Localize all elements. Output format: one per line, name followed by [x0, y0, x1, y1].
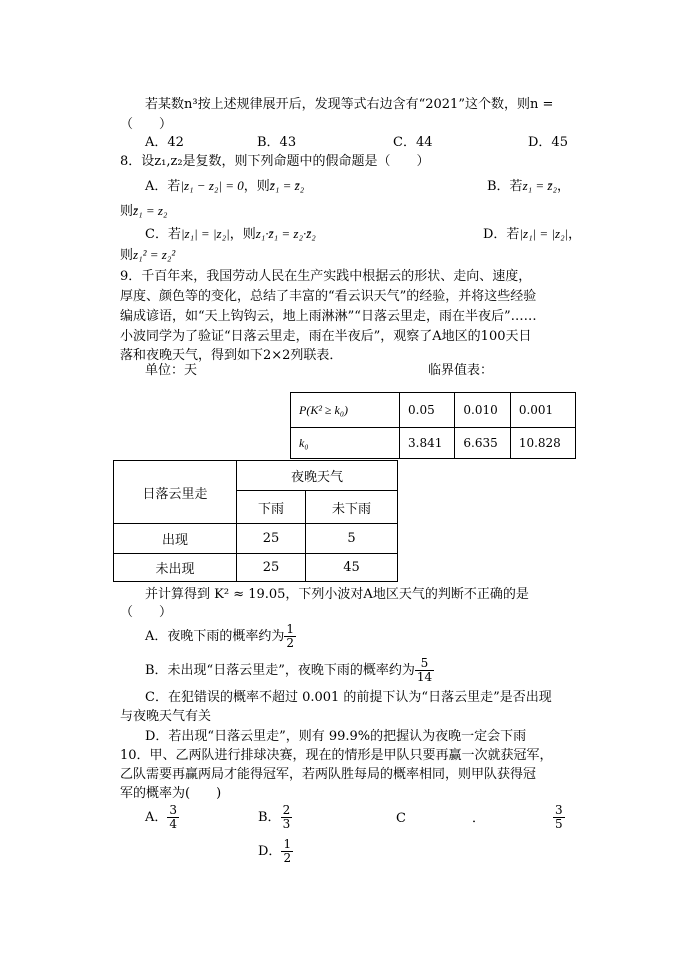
- contingency-cell: 25: [237, 524, 306, 554]
- q10-line-3: 军的概率为( ): [120, 786, 222, 801]
- q10-a-label: A．: [145, 810, 168, 825]
- q8-d-result: z₁² = z₂²: [133, 247, 176, 262]
- q9-option-c-1: C．在犯错误的概率不超过 0.001 的前提下认为“日落云里走”是否出现: [145, 690, 552, 705]
- q10-option-a: [145, 803, 179, 833]
- q9-unit: 单位：天: [145, 363, 198, 378]
- fraction-numerator: 1: [283, 837, 292, 851]
- contingency-col-header: 下雨: [237, 491, 306, 524]
- critical-value-table: [290, 392, 576, 459]
- q8-c-label: C．若: [145, 227, 181, 242]
- q7-option-c: C．44: [393, 135, 433, 150]
- q10-line-2: 乙队需要再赢两局才能得冠军，若两队胜每局的概率相同，则甲队获得冠: [120, 767, 537, 782]
- q9-line-5: 落和夜晚天气，得到如下2×2列联表．: [120, 348, 343, 363]
- critical-cell: 0.010: [455, 393, 510, 428]
- fraction-numerator: 5: [415, 657, 434, 671]
- q7-option-d: D．45: [528, 135, 568, 150]
- critical-cell: 6.635: [455, 428, 510, 459]
- fraction-denominator: 14: [416, 670, 433, 684]
- fraction-denominator: 3: [282, 817, 291, 831]
- critical-cell: 3.841: [400, 428, 455, 459]
- q10-d-fraction: [281, 838, 293, 865]
- q10-b-fraction: [281, 804, 293, 831]
- fraction-denominator: 2: [286, 636, 295, 650]
- fraction-numerator: 3: [555, 803, 563, 817]
- contingency-group-header: 夜晚天气: [237, 461, 398, 491]
- q9-option-a: [145, 622, 296, 652]
- q10-b-label: B．: [258, 810, 281, 825]
- fraction-denominator: 2: [283, 851, 292, 865]
- q9-critical-label: 临界值表：: [428, 363, 494, 378]
- contingency-corner: 日落云里走: [114, 461, 237, 524]
- q9-after-line: 并计算得到 K² ≈ 19.05，下列小波对A地区天气的判断不正确的是: [145, 587, 529, 602]
- q10-d-label: D．: [258, 844, 282, 859]
- contingency-row-label: 出现: [114, 524, 237, 554]
- fraction-denominator: 4: [169, 817, 178, 831]
- contingency-cell: 5: [306, 524, 398, 554]
- contingency-cell: 45: [306, 554, 398, 582]
- fraction-denominator: 5: [555, 817, 563, 831]
- q10-option-c-fraction-wrap: [553, 803, 565, 833]
- q10-option-b: [258, 803, 292, 833]
- q7-paren: （ ）: [120, 117, 173, 132]
- q9-option-d: D．若出现“日落云里走”，则有 99.9%的把握认为夜晚一定会下雨: [145, 729, 527, 744]
- q10-line-1: 10．甲、乙两队进行排球决赛，现在的情形是甲队只要再赢一次就获冠军，: [120, 748, 553, 763]
- q8-d-cont: 则: [120, 248, 134, 263]
- contingency-row-label: 未出现: [114, 554, 237, 582]
- critical-cell: 0.05: [400, 393, 455, 428]
- q9-line-1: 9．千百年来，我国劳动人民在生产实践中根据云的形状、走向、速度，: [120, 269, 532, 284]
- fraction-numerator: 3: [169, 803, 178, 817]
- q8-option-c: [145, 225, 316, 243]
- q9-after-paren: （ ）: [120, 605, 173, 620]
- fraction-numerator: 2: [282, 803, 291, 817]
- q8-a-then: ，则: [243, 179, 270, 194]
- q8-d-label: D．若: [483, 227, 520, 242]
- q9-line-2: 厚度、颜色等的变化，总结了丰富的“看云识天气”的经验，并将这些经验: [120, 289, 537, 304]
- q8-c-cond: |z₁| = |z₂|: [180, 226, 230, 241]
- q10-option-d: [258, 837, 293, 867]
- critical-row1-head: P(K² ≥ k₀): [291, 393, 400, 428]
- critical-cell: 0.001: [510, 393, 575, 428]
- q8-b-cond: z₁ = z̄₂: [522, 178, 557, 193]
- q10-c-fraction: [553, 804, 565, 831]
- q8-c-then: ，则: [229, 227, 256, 242]
- q7-tail-text: 若某数n³按上述规律展开后，发现等式右边含有“2021”这个数，则n =: [145, 97, 554, 112]
- q8-option-d-cont: [120, 246, 175, 264]
- q8-a-cond: |z₁ − z₂| = 0: [180, 178, 244, 193]
- q8-b-cont: 则: [120, 204, 134, 219]
- q7-option-b: B．43: [257, 135, 297, 150]
- q10-option-c-dot: ．: [472, 811, 486, 826]
- q8-b-label: B．若: [487, 179, 523, 194]
- q9-a-text: A．夜晚下雨的概率约为: [145, 629, 285, 644]
- contingency-col-header: 未下雨: [306, 491, 398, 524]
- q9-a-fraction: [284, 623, 296, 650]
- q8-d-cond: |z₁| = |z₂|: [519, 226, 569, 241]
- q9-b-text: B．未出现“日落云里走”，夜晚下雨的概率约为: [145, 663, 415, 678]
- q8-option-d: D．若|z₁| = |z₂|，: [483, 226, 582, 242]
- q10-option-c-label: C: [396, 811, 406, 826]
- critical-row2-head: k₀: [291, 428, 400, 459]
- q8-option-b-cont: [120, 202, 167, 220]
- q10-a-fraction: [167, 804, 179, 831]
- q8-option-b: B．若z₁ = z̄₂，: [487, 178, 571, 194]
- q9-line-4: 小波同学为了验证“日落云里走，雨在半夜后”，观察了A地区的100天日: [120, 329, 532, 344]
- contingency-cell: 25: [237, 554, 306, 582]
- q9-option-c-2: 与夜晚天气有关: [120, 709, 212, 724]
- q8-c-result: z₁·z̄₁ = z₂·z̄₂: [255, 226, 316, 241]
- q9-b-fraction: [415, 657, 434, 684]
- fraction-numerator: 1: [286, 622, 295, 636]
- q8-a-label: A．若: [145, 179, 181, 194]
- contingency-table: [113, 460, 398, 582]
- q8-a-result: z̄₁ = z̄₂: [269, 178, 305, 193]
- q9-option-b: [145, 656, 434, 686]
- q8-option-a: [145, 177, 304, 195]
- q8-stem: 8．设z₁,z₂是复数，则下列命题中的假命题是（ ）: [120, 154, 430, 169]
- q7-option-a: A．42: [145, 135, 184, 150]
- q8-b-result: z̄₁ = z₂: [133, 203, 168, 218]
- critical-cell: 10.828: [510, 428, 575, 459]
- q9-line-3: 编成谚语，如“天上钩钩云，地上雨淋淋”“日落云里走，雨在半夜后”……: [120, 309, 537, 324]
